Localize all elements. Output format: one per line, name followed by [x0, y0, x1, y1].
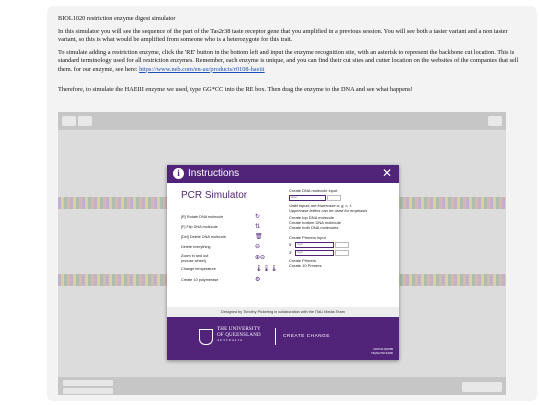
polymerase-icon: ⚙ [255, 277, 261, 283]
cricos-info [371, 348, 393, 355]
primer-3-label: 3' [289, 250, 292, 255]
sim-input-2[interactable] [63, 388, 113, 394]
temperature-controls[interactable] [462, 382, 502, 392]
toolbar-button-left[interactable] [62, 116, 76, 126]
create-bottom-dna: Create bottom DNA molecule [289, 220, 341, 225]
create-top-dna: Create top DNA molecule [289, 215, 335, 220]
footer-divider [275, 328, 276, 345]
simulator-toolbar [58, 112, 506, 130]
primer-3-input[interactable]: Input [295, 250, 334, 256]
content-card [47, 6, 537, 401]
credit-line: Designed by Timothy Pickering in collaboration with the ITaLI Media Team [167, 307, 399, 317]
primer-5-input[interactable]: Input [295, 242, 334, 248]
instructions-paragraph [58, 49, 520, 74]
temperature-label: Change temperature [181, 267, 216, 271]
dna-input-buttons[interactable] [327, 195, 341, 201]
flip-label: [F] Flip DNA molecule [181, 225, 218, 229]
info-icon: i [173, 168, 184, 179]
create-10-primers: Create 10 Primers [289, 263, 322, 268]
simulator-frame[interactable] [58, 112, 506, 395]
uq-line-3: AUSTRALIA [217, 338, 243, 342]
flip-icon: ⇅ [255, 224, 261, 230]
cricos-code: CRICOS 00025B [373, 348, 393, 352]
zoom-label: Zoom in and out (mouse wheel) [181, 254, 209, 263]
dna-input[interactable]: Input [289, 195, 326, 201]
uq-line-1: THE UNIVERSITY [217, 327, 261, 332]
create-change-tagline: CREATE CHANGE [283, 333, 331, 338]
delete-all-label: Delete everything [181, 245, 211, 249]
create-both-dna: Create both DNA molecules [289, 225, 339, 230]
uppercase-note: Uppercase letters can be used for emphasis [289, 208, 368, 213]
toolbar-button-left-2[interactable] [78, 116, 92, 126]
teqsa-code: TEQSA PRV12080 [371, 351, 393, 355]
uq-wordmark [217, 327, 261, 344]
instructions-modal [167, 165, 399, 360]
rotate-label: [R] Rotate DNA molecule [181, 215, 224, 219]
valid-inputs-note: Valid inputs are lowercase a, g, c, t. [289, 203, 352, 208]
primer-3-buttons[interactable] [335, 250, 349, 256]
page-heading: BIOL1020 restriction enzyme digest simulator [58, 15, 176, 22]
primers-title: Create Primers input [289, 235, 326, 240]
modal-title: Instructions [188, 168, 240, 179]
toolbar-button-right[interactable] [488, 116, 502, 126]
uq-footer [167, 317, 399, 360]
uq-line-2: OF QUEENSLAND [217, 332, 261, 338]
neb-link[interactable]: https://www.neb.com/en-au/products/r0108-haeiii [139, 65, 265, 73]
zoom-icon: ⊕⊖ [255, 255, 266, 261]
sim-input-1[interactable] [63, 380, 113, 386]
create-primers: Create Primers [289, 258, 316, 263]
simulator-title: PCR Simulator [181, 190, 248, 201]
close-icon[interactable]: ✕ [381, 166, 392, 180]
primer-5-buttons[interactable] [335, 242, 349, 248]
rotate-icon: ↻ [255, 214, 261, 220]
haeiii-paragraph: Therefore, to simulate the HAEIII enzyme we used, type GG*CC into the RE box. Then drag the enzyme to the DNA and see what happens! [58, 86, 413, 93]
erase-all-icon: ⊖ [255, 244, 261, 250]
trash-icon: 🗑 [255, 234, 263, 240]
simulator-bottom-bar [58, 377, 506, 395]
instructions-text: To simulate adding a restriction enzyme, click the 'RE' button in the bottom left and input the enzyme recognition site, with an asterisk to represent the backbone cut location. This is standard terminology used for all restriction enzymes. Remember, each enzyme is unique, and you can find their cut sites and cutter location on the websites of the companies that sell them. for our enzyme, see here: [58, 49, 519, 73]
polymerase-label: Create 10 polymerase [181, 278, 219, 282]
dna-input-title: Create DNA molecule input [289, 188, 338, 193]
primer-5-label: 5' [289, 242, 292, 247]
thermometer-icon: 🌡🌡🌡 [255, 266, 278, 272]
uq-crest-icon [199, 329, 213, 345]
delete-label: [Del] Delete DNA molecule [181, 235, 226, 239]
modal-header [167, 165, 399, 183]
intro-paragraph: In this simulator you will see the sequence of the part of the Tas2r38 taste receptor gene that you amplified in a previous session. You will see both a taster variant and a non taster variant, so this is what would be amplified from someone who is a heterozygote for this trait. [58, 28, 508, 44]
